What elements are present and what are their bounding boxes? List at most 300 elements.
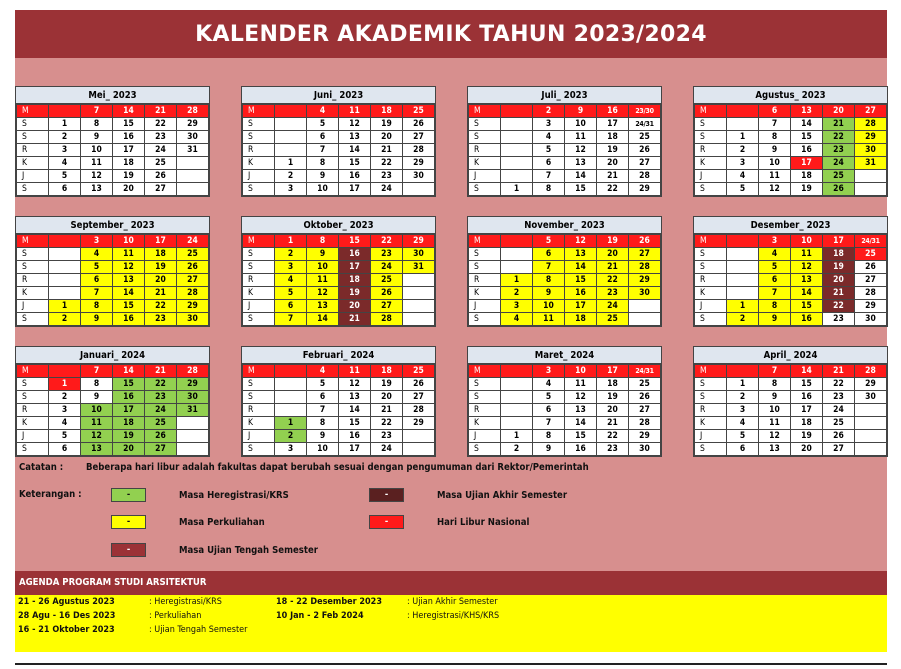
date-cell: 1: [727, 131, 759, 144]
date-cell: 19: [791, 183, 823, 196]
date-cell: 30: [177, 131, 209, 144]
date-cell: [855, 170, 887, 183]
date-cell: 27: [145, 183, 177, 196]
day-name: J: [243, 430, 275, 443]
date-cell: 15: [791, 378, 823, 391]
month-title: Juli_ 2023: [468, 87, 661, 104]
date-cell: 15: [113, 300, 145, 313]
month-title: Maret_ 2024: [468, 347, 661, 364]
month-calendar: [467, 346, 662, 457]
day-name: R: [17, 144, 49, 157]
week-row: [17, 391, 209, 404]
date-cell: 9: [307, 248, 339, 261]
date-cell: 2: [727, 391, 759, 404]
agenda-title: AGENDA PROGRAM STUDI ARSITEKTUR: [15, 571, 887, 595]
date-cell: 28: [371, 313, 403, 326]
date-cell: 22: [145, 118, 177, 131]
day-name: S: [469, 443, 501, 456]
date-cell: 11: [565, 131, 597, 144]
legend-label: Masa Perkuliahan: [179, 516, 265, 528]
date-cell: 31: [855, 157, 887, 170]
day-name: S: [243, 131, 275, 144]
date-cell: 30: [403, 170, 435, 183]
legend-swatch: -: [111, 543, 146, 557]
agenda-date: 28 Agu - 16 Des 2023: [18, 611, 116, 621]
date-cell: 21: [145, 365, 177, 378]
date-cell: 20: [145, 274, 177, 287]
date-cell: [275, 105, 307, 118]
date-cell: 4: [307, 365, 339, 378]
date-cell: 27: [145, 443, 177, 456]
date-cell: 31: [177, 144, 209, 157]
day-name: M: [243, 105, 275, 118]
week-row: [469, 274, 661, 287]
date-cell: 18: [371, 105, 403, 118]
date-cell: 29: [855, 378, 887, 391]
week-row: [17, 157, 209, 170]
agenda-date: 21 - 26 Agustus 2023: [18, 597, 115, 607]
date-cell: 12: [307, 287, 339, 300]
week-row: [17, 183, 209, 196]
date-cell: 25: [823, 417, 855, 430]
date-cell: 10: [759, 404, 791, 417]
day-name: K: [243, 417, 275, 430]
day-name: S: [695, 248, 727, 261]
day-name: S: [695, 313, 727, 326]
date-cell: [501, 131, 533, 144]
date-cell: 18: [791, 417, 823, 430]
day-name: R: [17, 404, 49, 417]
date-cell: 29: [629, 274, 661, 287]
date-cell: 19: [597, 235, 629, 248]
date-cell: 24: [145, 404, 177, 417]
date-cell: 23: [371, 170, 403, 183]
date-cell: 7: [307, 144, 339, 157]
week-row: [695, 365, 887, 378]
date-cell: 2: [727, 144, 759, 157]
date-cell: 1: [275, 417, 307, 430]
date-cell: 8: [533, 183, 565, 196]
date-cell: 2: [727, 313, 759, 326]
week-row: [243, 261, 435, 274]
day-name: S: [243, 261, 275, 274]
week-row: [469, 144, 661, 157]
page-title: [15, 10, 887, 58]
date-cell: 24/31: [629, 365, 661, 378]
day-name: S: [17, 131, 49, 144]
date-cell: 5: [759, 261, 791, 274]
date-cell: 7: [533, 261, 565, 274]
date-cell: 11: [533, 313, 565, 326]
date-cell: 23/30: [629, 105, 661, 118]
date-cell: 22: [371, 157, 403, 170]
date-cell: [403, 287, 435, 300]
agenda-desc: : Ujian Akhir Semester: [407, 597, 498, 607]
date-cell: 29: [629, 430, 661, 443]
date-cell: 10: [307, 183, 339, 196]
date-cell: 23: [145, 391, 177, 404]
day-name: S: [17, 183, 49, 196]
date-cell: 26: [371, 287, 403, 300]
date-cell: 13: [113, 274, 145, 287]
week-row: [243, 105, 435, 118]
date-cell: 11: [113, 248, 145, 261]
date-cell: 26: [855, 261, 887, 274]
date-cell: 4: [275, 274, 307, 287]
week-row: [469, 430, 661, 443]
note: [19, 462, 589, 473]
date-cell: 14: [565, 261, 597, 274]
day-name: J: [469, 430, 501, 443]
date-cell: 18: [371, 365, 403, 378]
date-cell: [501, 391, 533, 404]
date-cell: 23: [145, 313, 177, 326]
date-cell: 2: [275, 248, 307, 261]
date-cell: 3: [49, 144, 81, 157]
date-cell: 23: [145, 131, 177, 144]
date-cell: 24: [371, 261, 403, 274]
day-name: S: [17, 261, 49, 274]
note-label: Catatan :: [19, 462, 64, 473]
date-cell: 8: [307, 417, 339, 430]
date-cell: 11: [759, 170, 791, 183]
date-cell: [727, 248, 759, 261]
date-cell: [855, 183, 887, 196]
date-cell: 5: [533, 391, 565, 404]
date-cell: [501, 404, 533, 417]
date-cell: 28: [855, 287, 887, 300]
day-name: S: [695, 261, 727, 274]
day-name: S: [17, 443, 49, 456]
date-cell: 9: [307, 170, 339, 183]
date-cell: 3: [727, 157, 759, 170]
week-row: [695, 300, 887, 313]
week-row: [695, 443, 887, 456]
date-cell: 13: [565, 404, 597, 417]
date-cell: [501, 378, 533, 391]
week-row: [469, 417, 661, 430]
date-cell: 29: [403, 417, 435, 430]
date-cell: [727, 274, 759, 287]
day-name: S: [17, 391, 49, 404]
date-cell: [727, 287, 759, 300]
day-name: M: [17, 235, 49, 248]
date-cell: 22: [823, 378, 855, 391]
month-calendar: [467, 86, 662, 197]
date-cell: 8: [759, 378, 791, 391]
day-name: S: [695, 391, 727, 404]
day-name: S: [469, 248, 501, 261]
date-cell: 3: [501, 300, 533, 313]
day-name: R: [243, 144, 275, 157]
date-cell: 25: [629, 131, 661, 144]
date-cell: [275, 118, 307, 131]
date-cell: 11: [307, 274, 339, 287]
month-title: Mei_ 2023: [16, 87, 209, 104]
day-name: S: [243, 183, 275, 196]
date-cell: 19: [371, 378, 403, 391]
date-cell: 12: [565, 144, 597, 157]
date-cell: 22: [145, 378, 177, 391]
month-title: Desember_ 2023: [694, 217, 887, 234]
day-name: K: [17, 157, 49, 170]
date-cell: 11: [81, 417, 113, 430]
date-cell: 29: [177, 300, 209, 313]
date-cell: 10: [565, 365, 597, 378]
week-row: [695, 157, 887, 170]
date-cell: 26: [403, 378, 435, 391]
date-cell: 29: [403, 235, 435, 248]
date-cell: 25: [145, 157, 177, 170]
date-cell: 21: [371, 144, 403, 157]
week-row: [243, 248, 435, 261]
agenda-item: [18, 625, 247, 635]
date-cell: 19: [371, 118, 403, 131]
date-cell: [49, 287, 81, 300]
date-cell: 30: [177, 313, 209, 326]
date-cell: 6: [727, 443, 759, 456]
date-cell: 17: [791, 157, 823, 170]
week-row: [17, 131, 209, 144]
date-cell: 1: [275, 157, 307, 170]
date-cell: 27: [855, 105, 887, 118]
date-cell: 1: [727, 378, 759, 391]
date-cell: 11: [339, 365, 371, 378]
date-cell: 14: [791, 287, 823, 300]
week-row: [695, 183, 887, 196]
week-row: [17, 105, 209, 118]
week-row: [17, 235, 209, 248]
date-cell: 11: [791, 248, 823, 261]
month-calendar: [241, 346, 436, 457]
legend-libur: [369, 515, 529, 529]
date-cell: 3: [533, 118, 565, 131]
week-row: [17, 287, 209, 300]
date-cell: 5: [307, 118, 339, 131]
date-cell: 26: [177, 261, 209, 274]
date-cell: 30: [629, 443, 661, 456]
week-row: [17, 443, 209, 456]
week-row: [243, 170, 435, 183]
date-cell: 21: [339, 313, 371, 326]
date-cell: 12: [339, 118, 371, 131]
week-row: [695, 430, 887, 443]
week-row: [469, 157, 661, 170]
date-cell: 25: [371, 274, 403, 287]
date-cell: 11: [759, 417, 791, 430]
date-cell: 13: [759, 443, 791, 456]
date-cell: 28: [403, 404, 435, 417]
month-calendar: [15, 86, 210, 197]
date-cell: 20: [791, 443, 823, 456]
date-cell: [275, 131, 307, 144]
date-cell: 4: [759, 248, 791, 261]
date-cell: 6: [307, 131, 339, 144]
date-cell: 11: [339, 105, 371, 118]
date-cell: 16: [339, 248, 371, 261]
day-name: S: [17, 118, 49, 131]
day-name: K: [243, 287, 275, 300]
week-row: [243, 378, 435, 391]
day-name: R: [469, 274, 501, 287]
agenda-date: 16 - 21 Oktober 2023: [18, 625, 115, 635]
day-name: M: [469, 235, 501, 248]
week-row: [469, 404, 661, 417]
week-row: [17, 118, 209, 131]
day-name: J: [17, 430, 49, 443]
date-cell: 23: [823, 144, 855, 157]
date-cell: 14: [791, 118, 823, 131]
date-cell: 12: [759, 183, 791, 196]
date-cell: 13: [81, 183, 113, 196]
day-name: R: [695, 144, 727, 157]
date-cell: 28: [629, 417, 661, 430]
date-cell: 18: [113, 157, 145, 170]
note-text: Beberapa hari libur adalah fakultas dapat berubah sesuai dengan pengumuman dari Rektor/Pemerintah: [85, 462, 589, 473]
date-cell: 21: [145, 105, 177, 118]
date-cell: 27: [629, 157, 661, 170]
date-cell: 17: [339, 261, 371, 274]
date-cell: 17: [113, 144, 145, 157]
date-cell: 7: [81, 365, 113, 378]
date-cell: 29: [855, 131, 887, 144]
date-cell: 14: [565, 170, 597, 183]
week-row: [17, 417, 209, 430]
date-cell: 22: [145, 300, 177, 313]
week-row: [695, 378, 887, 391]
week-row: [469, 365, 661, 378]
date-cell: 24: [371, 443, 403, 456]
day-name: M: [17, 105, 49, 118]
date-cell: [275, 365, 307, 378]
date-cell: 29: [403, 157, 435, 170]
date-cell: [501, 235, 533, 248]
date-cell: 7: [81, 105, 113, 118]
day-name: J: [17, 170, 49, 183]
date-cell: 4: [727, 170, 759, 183]
date-cell: 15: [791, 131, 823, 144]
date-cell: 12: [113, 261, 145, 274]
date-cell: 5: [533, 235, 565, 248]
week-row: [695, 274, 887, 287]
date-cell: 19: [145, 261, 177, 274]
date-cell: 29: [629, 183, 661, 196]
date-cell: 29: [177, 378, 209, 391]
day-name: K: [17, 417, 49, 430]
date-cell: 17: [113, 404, 145, 417]
date-cell: 25: [177, 248, 209, 261]
date-cell: 1: [501, 274, 533, 287]
date-cell: 21: [823, 287, 855, 300]
week-row: [243, 274, 435, 287]
date-cell: 18: [113, 417, 145, 430]
date-cell: [403, 313, 435, 326]
week-row: [243, 118, 435, 131]
day-name: M: [17, 365, 49, 378]
date-cell: [855, 443, 887, 456]
date-cell: [177, 183, 209, 196]
date-cell: 13: [81, 443, 113, 456]
date-cell: 10: [307, 443, 339, 456]
month-calendar: [241, 216, 436, 327]
date-cell: [275, 378, 307, 391]
week-row: [695, 118, 887, 131]
date-cell: 16: [339, 430, 371, 443]
month-calendar: [693, 86, 888, 197]
date-cell: 6: [759, 105, 791, 118]
date-cell: 28: [629, 261, 661, 274]
week-row: [469, 261, 661, 274]
date-cell: 25: [597, 313, 629, 326]
date-cell: 30: [855, 144, 887, 157]
day-name: J: [17, 300, 49, 313]
date-cell: 20: [597, 157, 629, 170]
week-row: [17, 365, 209, 378]
date-cell: 6: [759, 274, 791, 287]
date-cell: 30: [855, 391, 887, 404]
date-cell: 6: [533, 157, 565, 170]
day-name: R: [17, 274, 49, 287]
date-cell: 8: [81, 118, 113, 131]
date-cell: 17: [145, 235, 177, 248]
date-cell: 26: [823, 430, 855, 443]
day-name: R: [243, 274, 275, 287]
date-cell: 26: [629, 235, 661, 248]
day-name: S: [695, 378, 727, 391]
date-cell: 17: [339, 443, 371, 456]
date-cell: 9: [81, 391, 113, 404]
date-cell: 14: [113, 105, 145, 118]
date-cell: 23: [823, 391, 855, 404]
date-cell: 2: [501, 287, 533, 300]
day-name: S: [469, 378, 501, 391]
date-cell: [49, 248, 81, 261]
day-name: S: [243, 248, 275, 261]
legend-label: Masa Ujian Tengah Semester: [179, 544, 318, 556]
date-cell: [177, 443, 209, 456]
date-cell: 16: [791, 391, 823, 404]
date-cell: 4: [501, 313, 533, 326]
date-cell: 13: [339, 131, 371, 144]
date-cell: 15: [113, 378, 145, 391]
date-cell: 2: [49, 131, 81, 144]
day-name: J: [695, 300, 727, 313]
date-cell: 5: [49, 170, 81, 183]
month-title: Juni_ 2023: [242, 87, 435, 104]
day-name: J: [695, 430, 727, 443]
legend-label: Hari Libur Nasional: [437, 516, 530, 528]
date-cell: 8: [533, 274, 565, 287]
date-cell: [501, 417, 533, 430]
date-cell: 10: [81, 144, 113, 157]
day-name: J: [695, 170, 727, 183]
week-row: [695, 391, 887, 404]
date-cell: 17: [597, 118, 629, 131]
date-cell: 3: [275, 183, 307, 196]
legend-swatch: -: [369, 488, 404, 502]
date-cell: 7: [81, 287, 113, 300]
date-cell: 15: [113, 118, 145, 131]
date-cell: [727, 235, 759, 248]
date-cell: 15: [565, 183, 597, 196]
date-cell: 15: [565, 274, 597, 287]
date-cell: 28: [177, 365, 209, 378]
agenda-date: 18 - 22 Desember 2023: [276, 597, 382, 607]
date-cell: [501, 105, 533, 118]
date-cell: [629, 300, 661, 313]
date-cell: 5: [727, 430, 759, 443]
week-row: [17, 430, 209, 443]
